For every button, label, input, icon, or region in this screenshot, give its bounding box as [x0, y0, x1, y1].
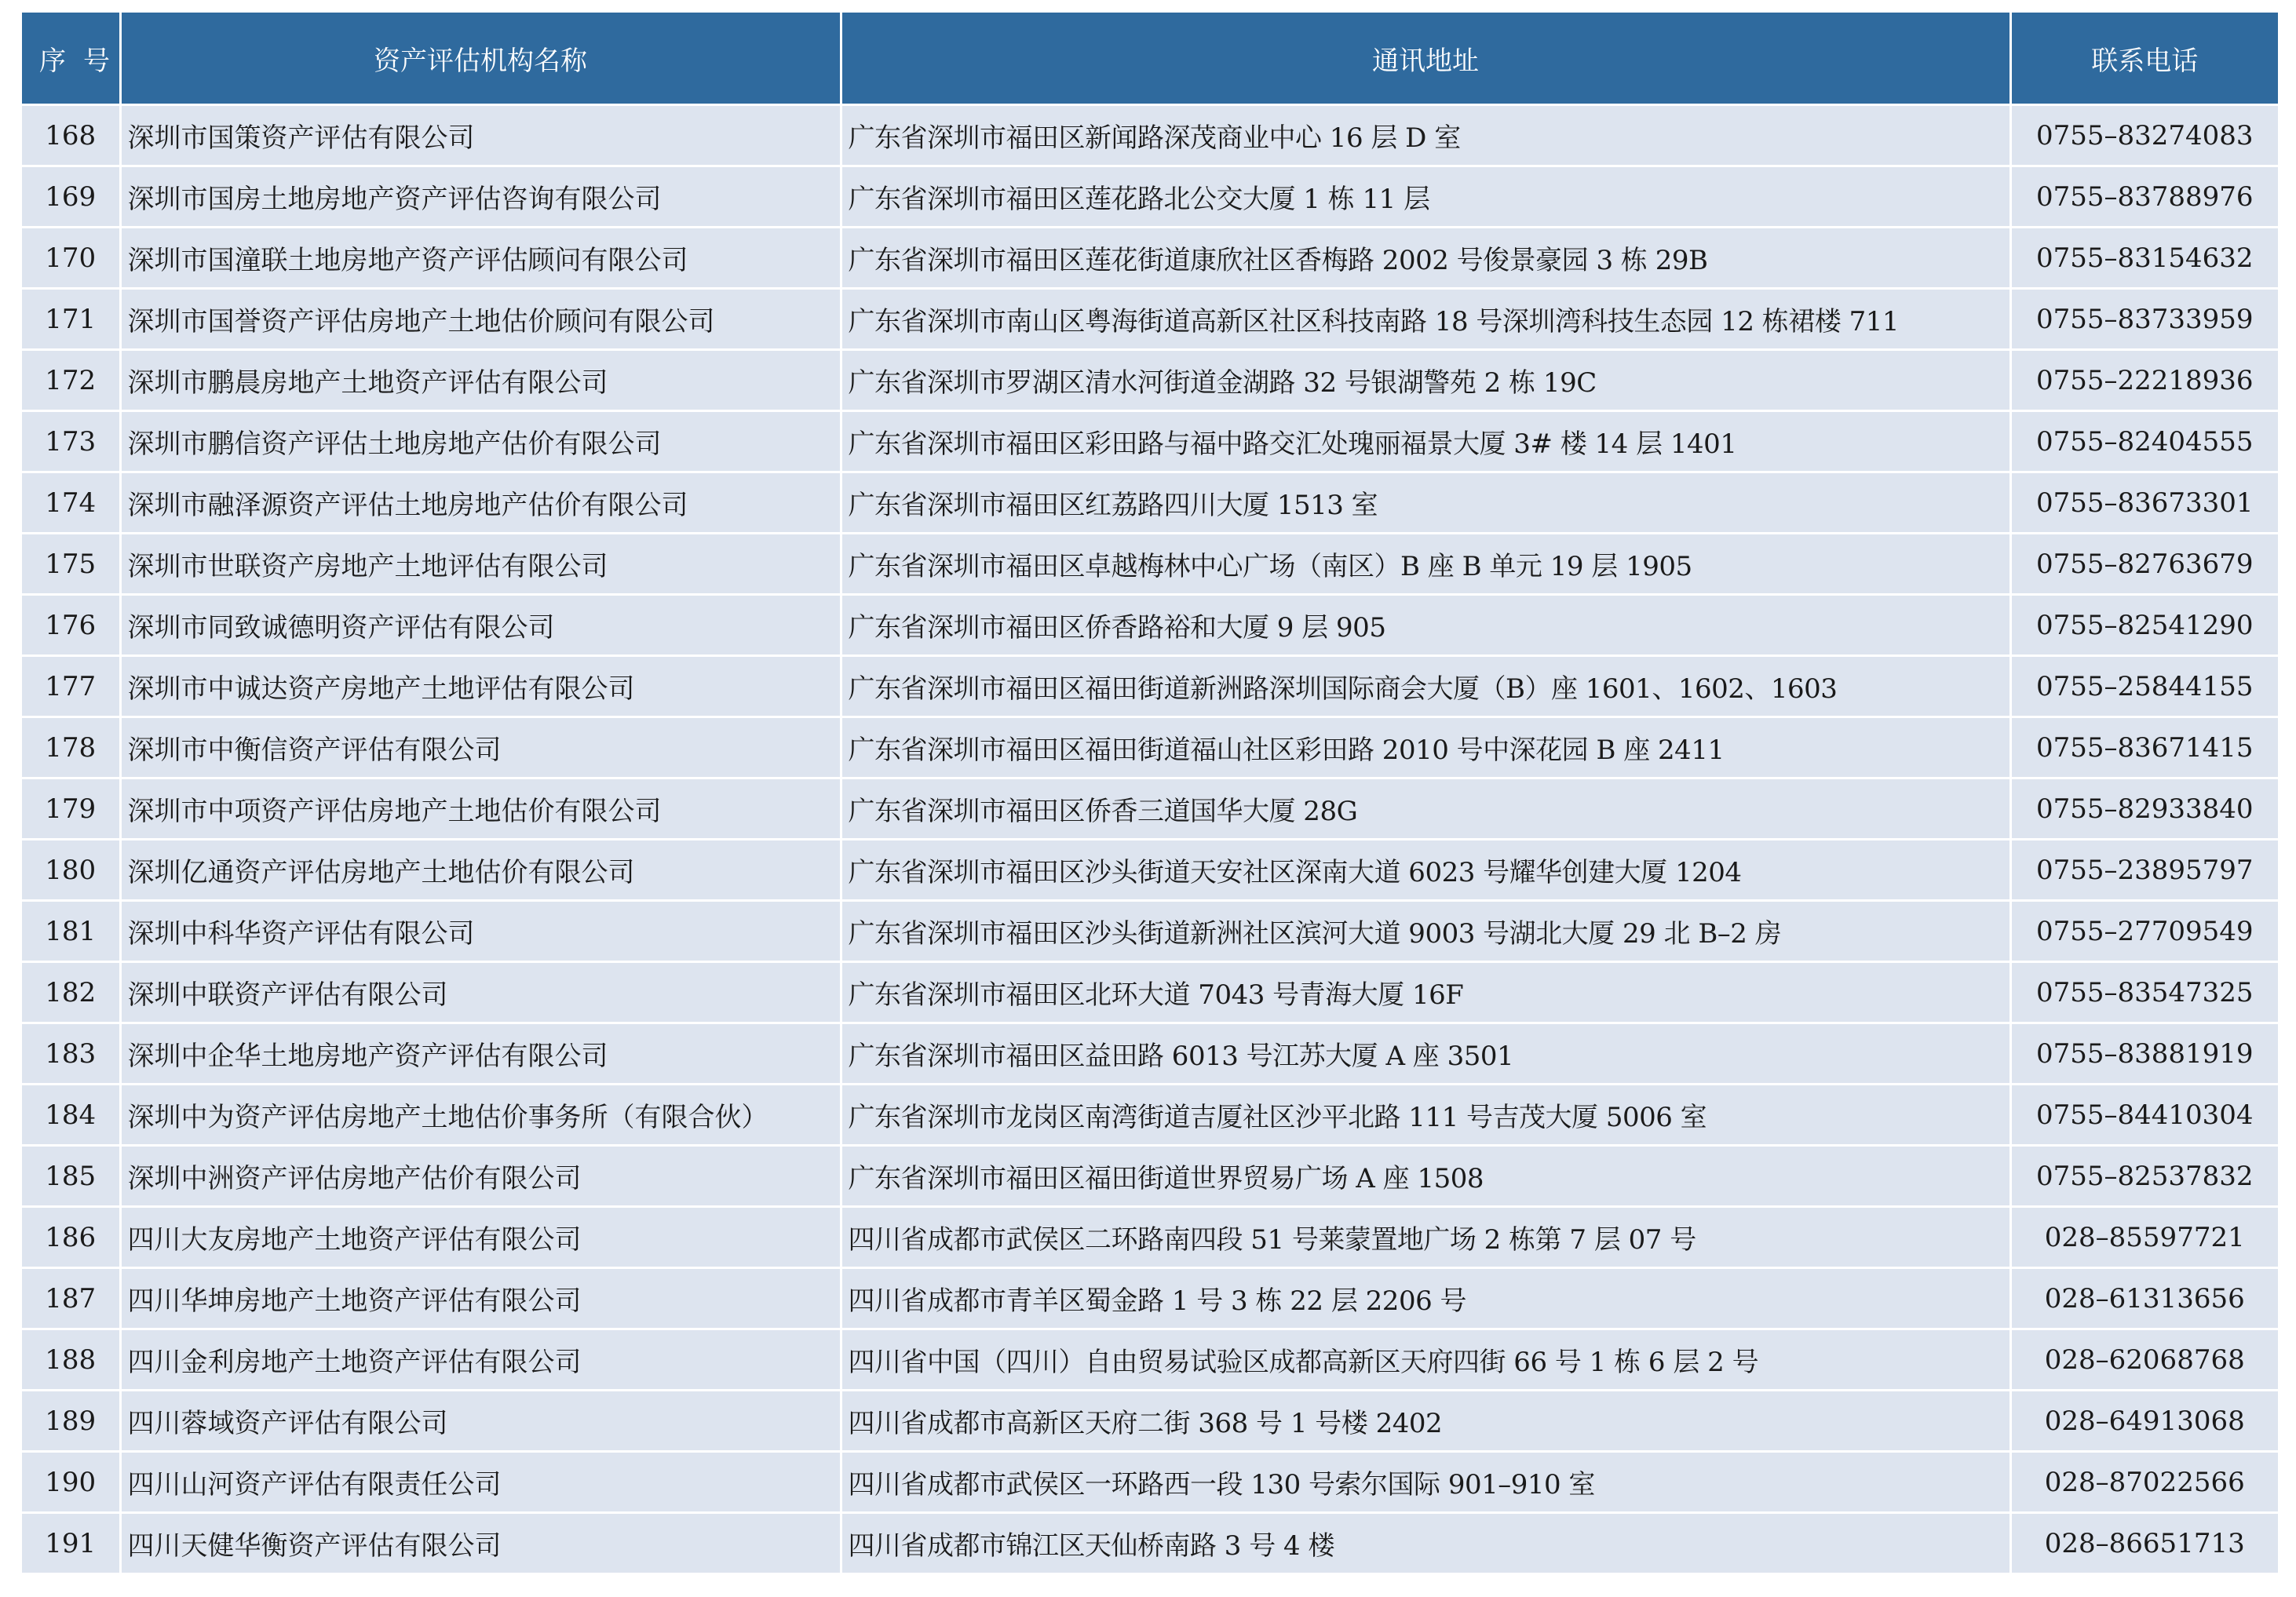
row-phone: 0755–83547325 — [2010, 962, 2278, 1023]
row-phone: 0755–23895797 — [2010, 840, 2278, 901]
registry-sheet — [22, 13, 2278, 1575]
row-phone: 028–85597721 — [2010, 1207, 2278, 1268]
row-serial-number: 188 — [22, 1329, 120, 1391]
row-agency-name: 深圳市中诚达资产房地产土地评估有限公司 — [120, 656, 841, 717]
row-phone: 0755–82933840 — [2010, 778, 2278, 840]
table-row — [22, 1268, 2278, 1329]
row-agency-name: 深圳市中项资产评估房地产土地估价有限公司 — [120, 778, 841, 840]
row-agency-name: 深圳市国策资产评估有限公司 — [120, 105, 841, 166]
row-phone: 0755–83671415 — [2010, 717, 2278, 778]
row-serial-number: 186 — [22, 1207, 120, 1268]
row-address: 广东省深圳市福田区卓越梅林中心广场（南区）B 座 B 单元 19 层 1905 — [841, 534, 2010, 595]
table-row — [22, 656, 2278, 717]
row-agency-name: 深圳市融泽源资产评估土地房地产估价有限公司 — [120, 472, 841, 534]
row-phone: 0755–83673301 — [2010, 472, 2278, 534]
row-address: 广东省深圳市福田区侨香三道国华大厦 28G — [841, 778, 2010, 840]
row-agency-name: 深圳中联资产评估有限公司 — [120, 962, 841, 1023]
row-serial-number: 190 — [22, 1452, 120, 1513]
row-address: 广东省深圳市福田区莲花街道康欣社区香梅路 2002 号俊景豪园 3 栋 29B — [841, 228, 2010, 289]
row-serial-number: 169 — [22, 166, 120, 228]
row-agency-name: 深圳市中衡信资产评估有限公司 — [120, 717, 841, 778]
row-serial-number: 182 — [22, 962, 120, 1023]
row-serial-number: 178 — [22, 717, 120, 778]
row-address: 广东省深圳市福田区益田路 6013 号江苏大厦 A 座 3501 — [841, 1023, 2010, 1085]
table-row — [22, 901, 2278, 962]
table-row — [22, 289, 2278, 350]
row-serial-number: 171 — [22, 289, 120, 350]
row-agency-name: 深圳市国潼联土地房地产资产评估顾问有限公司 — [120, 228, 841, 289]
header-serial-number: 序号 — [22, 13, 120, 105]
table-row — [22, 411, 2278, 472]
row-serial-number: 187 — [22, 1268, 120, 1329]
row-serial-number: 189 — [22, 1391, 120, 1452]
table-row — [22, 1023, 2278, 1085]
row-phone: 0755–83881919 — [2010, 1023, 2278, 1085]
row-address: 广东省深圳市福田区沙头街道新洲社区滨河大道 9003 号湖北大厦 29 北 B–2 房 — [841, 901, 2010, 962]
row-agency-name: 深圳市鹏晨房地产土地资产评估有限公司 — [120, 350, 841, 411]
row-address: 四川省成都市武侯区一环路西一段 130 号索尔国际 901–910 室 — [841, 1452, 2010, 1513]
row-serial-number: 181 — [22, 901, 120, 962]
row-address: 广东省深圳市福田区侨香路裕和大厦 9 层 905 — [841, 595, 2010, 656]
row-agency-name: 四川天健华衡资产评估有限公司 — [120, 1513, 841, 1574]
row-address: 广东省深圳市福田区新闻路深茂商业中心 16 层 D 室 — [841, 105, 2010, 166]
row-agency-name: 深圳中为资产评估房地产土地估价事务所（有限合伙） — [120, 1085, 841, 1146]
row-phone: 0755–82404555 — [2010, 411, 2278, 472]
table-row — [22, 534, 2278, 595]
row-agency-name: 深圳市鹏信资产评估土地房地产估价有限公司 — [120, 411, 841, 472]
table-row — [22, 778, 2278, 840]
row-phone: 0755–83154632 — [2010, 228, 2278, 289]
row-agency-name: 深圳市同致诚德明资产评估有限公司 — [120, 595, 841, 656]
table-row — [22, 1207, 2278, 1268]
row-agency-name: 深圳市国誉资产评估房地产土地估价顾问有限公司 — [120, 289, 841, 350]
row-address: 广东省深圳市福田区沙头街道天安社区深南大道 6023 号耀华创建大厦 1204 — [841, 840, 2010, 901]
row-address: 四川省成都市青羊区蜀金路 1 号 3 栋 22 层 2206 号 — [841, 1268, 2010, 1329]
appraisal-agency-table — [22, 13, 2278, 1575]
row-agency-name: 四川蓉域资产评估有限公司 — [120, 1391, 841, 1452]
row-address: 广东省深圳市龙岗区南湾街道吉厦社区沙平北路 111 号吉茂大厦 5006 室 — [841, 1085, 2010, 1146]
row-phone: 0755–22218936 — [2010, 350, 2278, 411]
table-row — [22, 840, 2278, 901]
row-phone: 028–86651713 — [2010, 1513, 2278, 1574]
row-agency-name: 深圳中科华资产评估有限公司 — [120, 901, 841, 962]
table-row — [22, 105, 2278, 166]
row-address: 广东省深圳市福田区彩田路与福中路交汇处瑰丽福景大厦 3# 楼 14 层 1401 — [841, 411, 2010, 472]
row-agency-name: 深圳中企华土地房地产资产评估有限公司 — [120, 1023, 841, 1085]
header-agency-name: 资产评估机构名称 — [120, 13, 841, 105]
row-address: 广东省深圳市罗湖区清水河街道金湖路 32 号银湖警苑 2 栋 19C — [841, 350, 2010, 411]
header-phone: 联系电话 — [2010, 13, 2278, 105]
row-address: 广东省深圳市福田区北环大道 7043 号青海大厦 16F — [841, 962, 2010, 1023]
table-row — [22, 1329, 2278, 1391]
row-address: 广东省深圳市南山区粤海街道高新区社区科技南路 18 号深圳湾科技生态园 12 栋裙楼 711 — [841, 289, 2010, 350]
row-agency-name: 四川大友房地产土地资产评估有限公司 — [120, 1207, 841, 1268]
row-address: 广东省深圳市福田区福田街道新洲路深圳国际商会大厦（B）座 1601、1602、1603 — [841, 656, 2010, 717]
row-agency-name: 深圳市世联资产房地产土地评估有限公司 — [120, 534, 841, 595]
row-phone: 028–62068768 — [2010, 1329, 2278, 1391]
row-phone: 0755–82537832 — [2010, 1146, 2278, 1207]
row-address: 广东省深圳市福田区福田街道福山社区彩田路 2010 号中深花园 B 座 2411 — [841, 717, 2010, 778]
row-phone: 0755–84410304 — [2010, 1085, 2278, 1146]
row-phone: 0755–83274083 — [2010, 105, 2278, 166]
row-address: 广东省深圳市福田区红荔路四川大厦 1513 室 — [841, 472, 2010, 534]
row-phone: 0755–83788976 — [2010, 166, 2278, 228]
row-serial-number: 173 — [22, 411, 120, 472]
row-phone: 0755–27709549 — [2010, 901, 2278, 962]
table-row — [22, 228, 2278, 289]
row-address: 广东省深圳市福田区莲花路北公交大厦 1 栋 11 层 — [841, 166, 2010, 228]
row-serial-number: 184 — [22, 1085, 120, 1146]
row-serial-number: 168 — [22, 105, 120, 166]
header-row — [22, 13, 2278, 105]
row-serial-number: 174 — [22, 472, 120, 534]
table-row — [22, 472, 2278, 534]
header-address: 通讯地址 — [841, 13, 2010, 105]
row-agency-name: 四川金利房地产土地资产评估有限公司 — [120, 1329, 841, 1391]
row-phone: 028–61313656 — [2010, 1268, 2278, 1329]
row-phone: 0755–82541290 — [2010, 595, 2278, 656]
row-serial-number: 180 — [22, 840, 120, 901]
row-address: 四川省成都市锦江区天仙桥南路 3 号 4 楼 — [841, 1513, 2010, 1574]
row-serial-number: 177 — [22, 656, 120, 717]
row-phone: 0755–83733959 — [2010, 289, 2278, 350]
table-row — [22, 166, 2278, 228]
row-phone: 028–64913068 — [2010, 1391, 2278, 1452]
row-serial-number: 170 — [22, 228, 120, 289]
table-row — [22, 1391, 2278, 1452]
table-row — [22, 1452, 2278, 1513]
row-serial-number: 185 — [22, 1146, 120, 1207]
row-agency-name: 深圳中洲资产评估房地产估价有限公司 — [120, 1146, 841, 1207]
table-header — [22, 13, 2278, 105]
table-body — [22, 105, 2278, 1574]
row-agency-name: 四川山河资产评估有限责任公司 — [120, 1452, 841, 1513]
row-address: 四川省成都市武侯区二环路南四段 51 号莱蒙置地广场 2 栋第 7 层 07 号 — [841, 1207, 2010, 1268]
row-serial-number: 183 — [22, 1023, 120, 1085]
row-address: 四川省中国（四川）自由贸易试验区成都高新区天府四街 66 号 1 栋 6 层 2 号 — [841, 1329, 2010, 1391]
row-serial-number: 176 — [22, 595, 120, 656]
table-row — [22, 717, 2278, 778]
row-serial-number: 172 — [22, 350, 120, 411]
table-row — [22, 350, 2278, 411]
row-serial-number: 175 — [22, 534, 120, 595]
row-serial-number: 179 — [22, 778, 120, 840]
table-row — [22, 1146, 2278, 1207]
row-phone: 0755–82763679 — [2010, 534, 2278, 595]
table-row — [22, 962, 2278, 1023]
row-agency-name: 深圳亿通资产评估房地产土地估价有限公司 — [120, 840, 841, 901]
row-serial-number: 191 — [22, 1513, 120, 1574]
row-address: 四川省成都市高新区天府二街 368 号 1 号楼 2402 — [841, 1391, 2010, 1452]
table-row — [22, 1085, 2278, 1146]
row-agency-name: 四川华坤房地产土地资产评估有限公司 — [120, 1268, 841, 1329]
row-address: 广东省深圳市福田区福田街道世界贸易广场 A 座 1508 — [841, 1146, 2010, 1207]
table-row — [22, 1513, 2278, 1574]
row-phone: 0755–25844155 — [2010, 656, 2278, 717]
row-agency-name: 深圳市国房土地房地产资产评估咨询有限公司 — [120, 166, 841, 228]
row-phone: 028–87022566 — [2010, 1452, 2278, 1513]
table-row — [22, 595, 2278, 656]
